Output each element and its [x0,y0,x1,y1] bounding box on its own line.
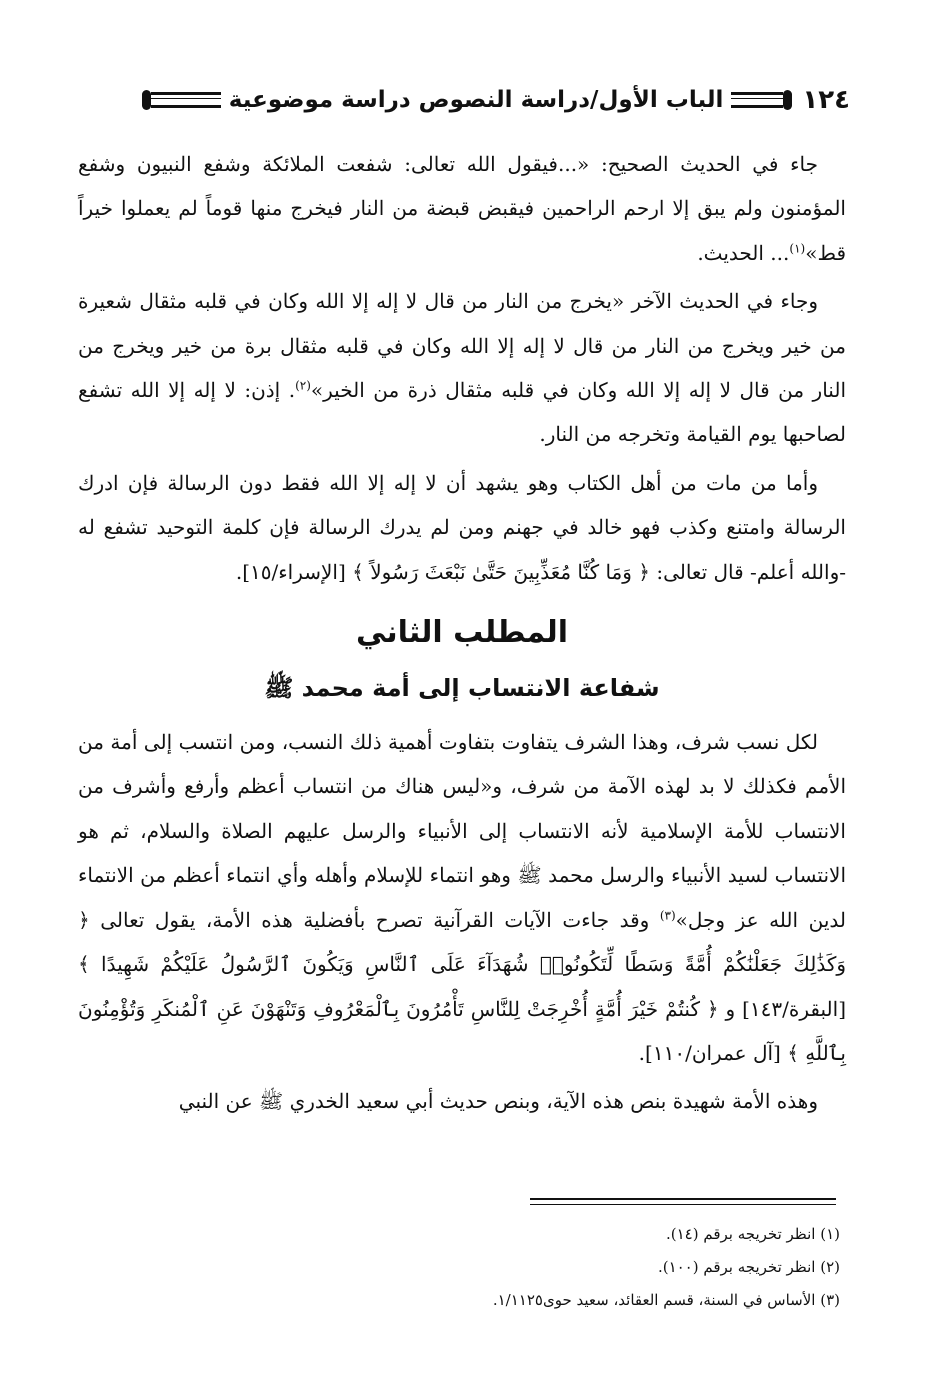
page-header [70,78,850,122]
paragraph: جاء في الحديث الصحيح: «...فيقول الله تعالى: شفعت الملائكة وشفع النبيون وشفع المؤمنون ولم يبق إلا ارحم الراحمين فيقبض قبضة من النار فيخرج منها قوماً لم يعملوا خيراً قط»$^{(١)}$... الحديث. [78,152,846,265]
section-subheading: شفاعة الانتساب إلى أمة محمد ﷺ [264,674,660,703]
footnote-ref: (٣) [659,908,676,923]
paragraph: وهذه الأمة شهيدة بنص هذه الآية، وبنص حديث أبي سعيد الخدري ﷺ عن النبي [178,1089,818,1114]
footnotes [80,1218,840,1317]
header-ornament-right [731,90,792,110]
footnote: (٢) انظر تخريجه برقم (١٠٠). [657,1258,840,1276]
footnote: (٣) الأساس في السنة، قسم العقائد، سعيد حوى١/١١٢٥. [492,1291,840,1309]
header-ornament-left [142,90,221,110]
chapter-title: الباب الأول/دراسة النصوص دراسة موضوعية [228,87,724,113]
footnote: (١) انظر تخريجه برقم (١٤). [665,1225,840,1243]
footnote-ref: (١) [789,241,806,256]
footnote-ref: (٢) [295,378,311,393]
paragraph: لكل نسب شرف، وهذا الشرف يتفاوت بتفاوت أهمية ذلك النسب، ومن انتسب إلى أمة من الأمم فكذلك لا بد لهذه الآمة من شرف، و«ليس هناك من انتساب أعظم وأرفع وأشرف من الانتساب للأمة الإسلامية لأنه الانتساب إلى الأنبياء والرسل عليهم الصلاة والسلام، ثم هو الانتساب لسيد الأنبياء والرسل محمد ﷺ وهو انتماء للإسلام وأهله وأي انتماء أعظم من الانتماء لدين الله عز وجل»$^{(٣)}$ وقد جاءت الآيات القرآنية تصرح بأفضلية هذه الأمة، يقول تعالى ﴿ وَكَذَٰلِكَ جَعَلْنَٰكُمْ أُمَّةً وَسَطًا لِّتَكُونُوا۟ شُهَدَآءَ عَلَى ٱلنَّاسِ وَيَكُونَ ٱلرَّسُولُ عَلَيْكُمْ شَهِيدًا ﴾ [البقرة/١٤٣] و ﴿ كُنتُمْ خَيْرَ أُمَّةٍ أُخْرِجَتْ لِلنَّاسِ تَأْمُرُونَ بِٱلْمَعْرُوفِ وَتَنْهَوْنَ عَنِ ٱلْمُنكَرِ وَتُؤْمِنُونَ بِٱللَّهِ ﴾ [آل عمران/١١٠]. [78,730,846,1065]
paragraph: وأما من مات من أهل الكتاب وهو يشهد أن لا إله إلا الله فقط دون الرسالة فإن ادرك الرسالة وامتنع وكذب فهو خالد في جهنم ومن لم يدرك الرسالة فإن كلمة التوحيد تشفع له -والله أعلم- قال تعالى: ﴿ وَمَا كُنَّا مُعَذِّبِينَ حَتَّىٰ نَبْعَثَ رَسُولاً ﴾ [الإسراء/١٥]. [78,470,846,584]
footnote-divider [530,1198,836,1205]
paragraph: وجاء في الحديث الآخر «يخرج من النار من قال لا إله إلا الله وكان في قلبه مثقال شعيرة من خير ويخرج من النار من قال لا إله إلا الله وكان في قلبه مثقال برة من خير ويخرج من النار من قال لا إله إلا الله وكان في قلبه مثقال ذرة من الخير»$^{(٢)}$. إذن: لا إله إلا الله تشفع لصاحبها يوم القيامة وتخرجه من النار. [78,289,846,447]
page-number: ١٢٤ [802,85,850,115]
section-heading: المطلب الثاني [355,615,568,651]
page-body [78,142,846,1124]
